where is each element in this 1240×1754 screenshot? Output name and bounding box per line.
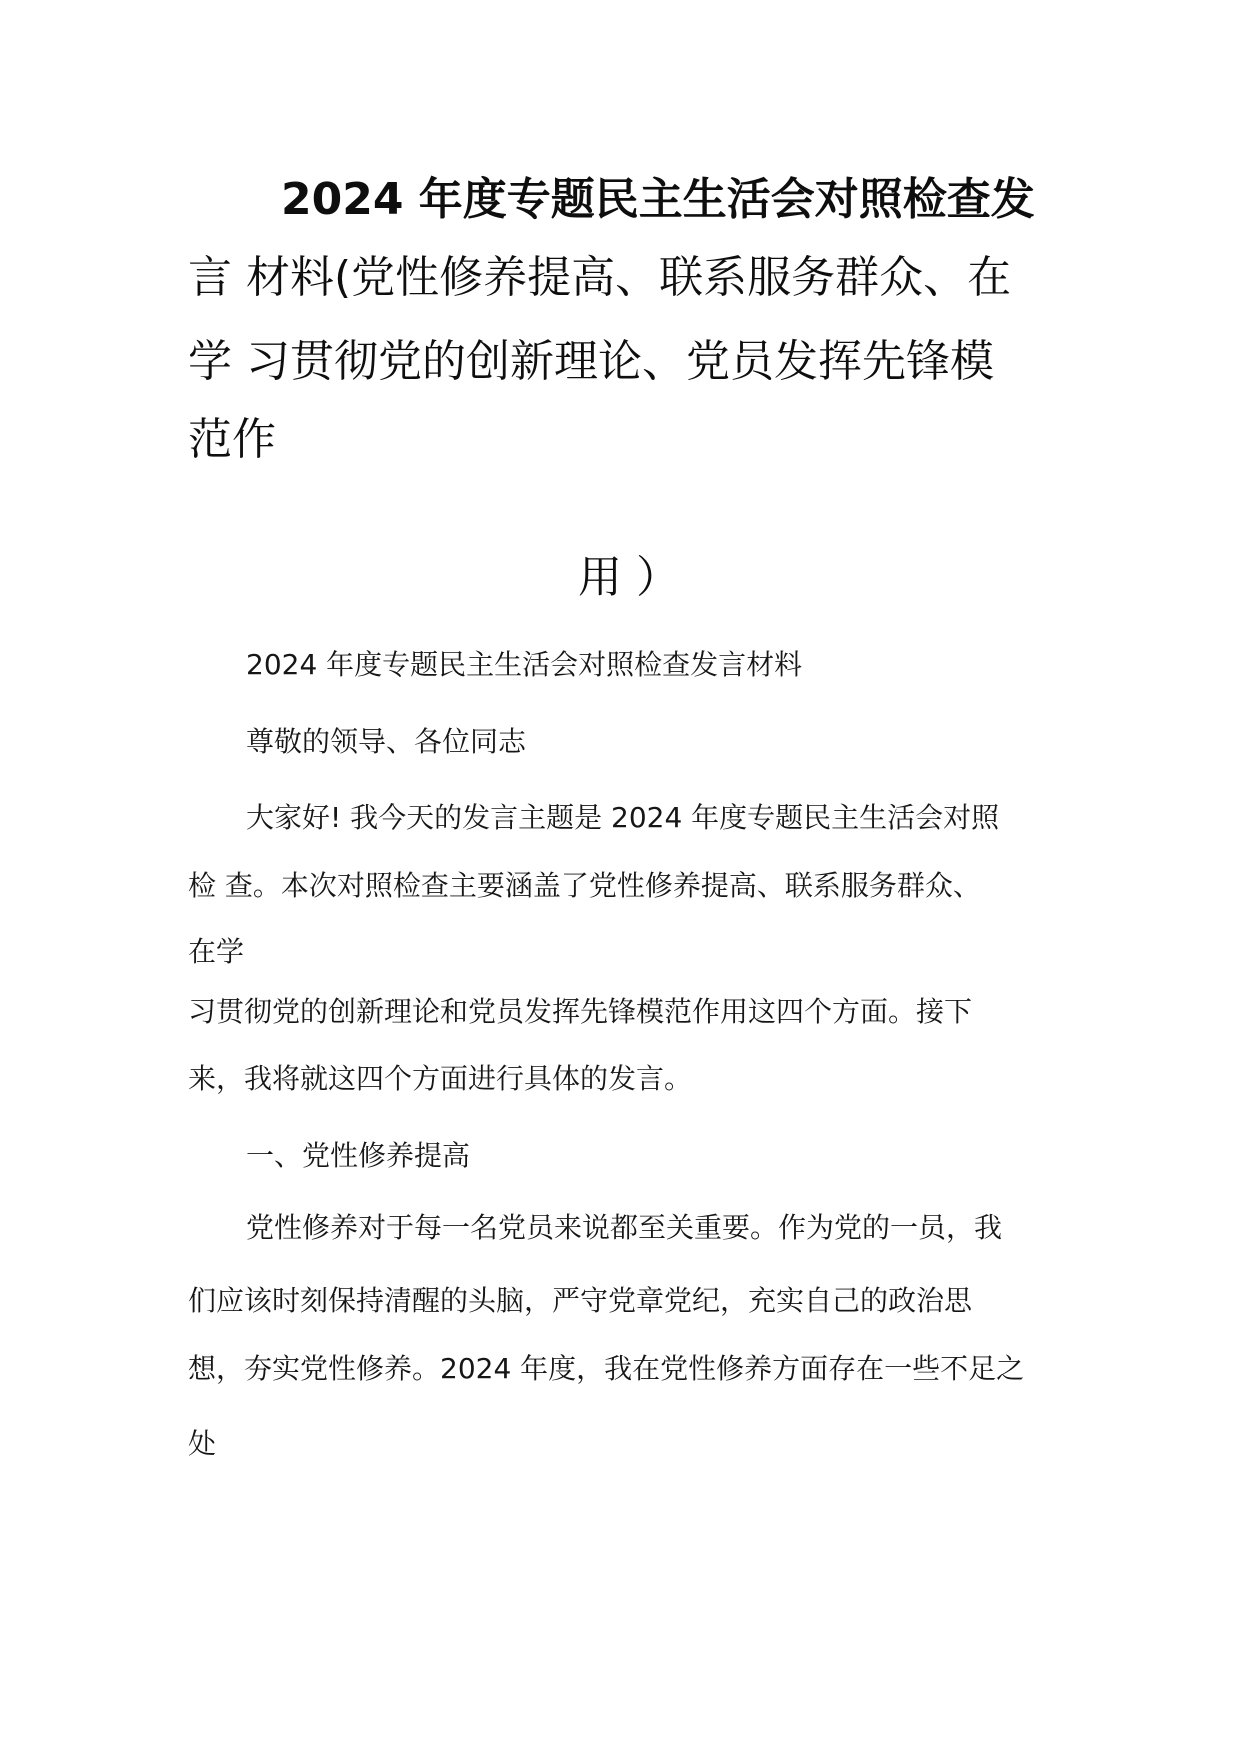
section-1-line-2: 们应该时刻保持清醒的头脑，严守党章党纪，充实自己的政治思 <box>188 1284 973 1317</box>
title-line-3: 学 习贯彻党的创新理论、党员发挥先锋模 <box>188 336 994 387</box>
intro-line-2: 检 查。本次对照检查主要涵盖了党性修养提高、联系服务群众、 <box>188 869 981 902</box>
intro-line-3: 在学 <box>188 935 245 968</box>
title-line-5: 用 ） <box>578 552 680 603</box>
intro-line-5: 来，我将就这四个方面进行具体的发言。 <box>188 1062 693 1095</box>
title-line-1: 2024 年度专题民主生活会对照检查发 <box>281 174 1035 225</box>
section-1-heading: 一、党性修养提高 <box>246 1139 471 1172</box>
section-1-line-3: 想，夯实党性修养。2024 年度，我在党性修养方面存在一些不足之 <box>188 1352 1025 1385</box>
title-line-2: 言 材料(党性修养提高、联系服务群众、在 <box>188 252 1012 303</box>
intro-line-4: 习贯彻党的创新理论和党员发挥先锋模范作用这四个方面。接下 <box>188 995 973 1028</box>
section-1-line-4: 处 <box>188 1427 217 1460</box>
intro-line-1: 大家好! 我今天的发言主题是 2024 年度专题民主生活会对照 <box>246 801 1000 834</box>
salutation: 尊敬的领导、各位同志 <box>246 725 527 758</box>
title-line-4: 范作 <box>188 414 276 465</box>
subtitle: 2024 年度专题民主生活会对照检查发言材料 <box>246 648 803 681</box>
section-1-line-1: 党性修养对于每一名党员来说都至关重要。作为党的一员，我 <box>246 1211 1003 1244</box>
